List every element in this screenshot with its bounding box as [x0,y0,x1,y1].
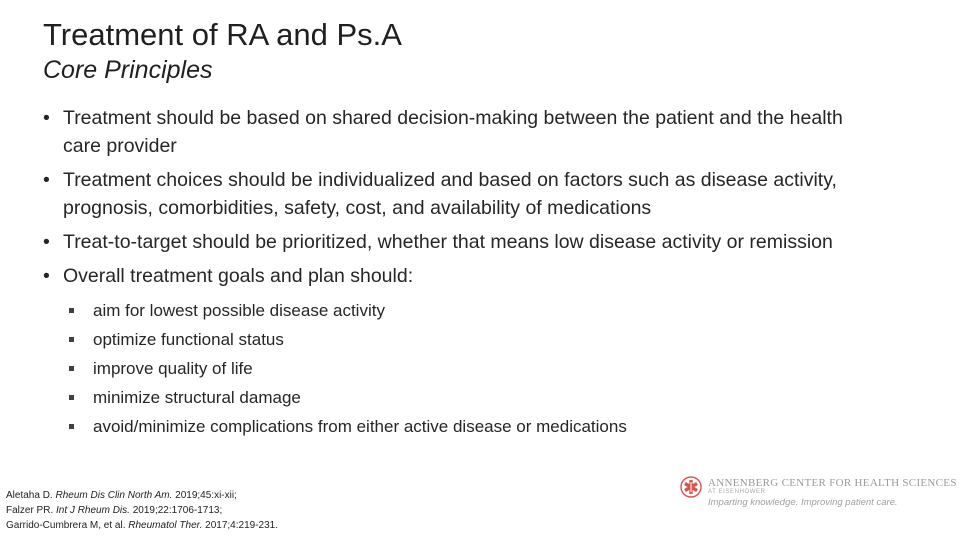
slide-title: Treatment of RA and Ps.A [43,17,402,52]
bullet-item [43,104,863,160]
bullet-item [43,228,863,256]
reference-authors: Garrido-Cumbrera M, et al. [6,520,129,531]
bullet-text: Treatment should be based on shared decision-making between the patient and the health care provider [63,107,843,157]
sub-bullet-text: minimize structural damage [93,388,301,407]
bullet-item [43,262,863,441]
bullet-item [43,166,863,222]
sub-bullet-list [63,296,863,441]
sub-bullet-item [69,325,863,354]
bullet-marker: • [43,231,50,253]
reference-citation: 2019;45:xi-xii; [172,490,237,501]
sub-bullet-item [69,296,863,325]
square-bullet-icon [69,395,74,400]
bullet-list [43,104,863,447]
reference-journal: Rheumatol Ther. [128,520,203,531]
bullet-marker: • [43,169,50,191]
bullet-text: Treat-to-target should be prioritized, whether that means low disease activity or remission [63,231,833,253]
reference-authors: Aletaha D. [6,490,56,501]
annenberg-logo [680,474,957,514]
sub-bullet-text: optimize functional status [93,330,284,349]
square-bullet-icon [69,337,74,342]
sub-bullet-item [69,354,863,383]
medical-star-of-life-icon [680,476,702,498]
sub-bullet-text: avoid/minimize complications from either active disease or medications [93,417,627,436]
logo-tagline: Imparting knowledge. Improving patient care. [708,497,898,508]
slide-subtitle: Core Principles [43,56,213,84]
bullet-text: Treatment choices should be individualized and based on factors such as disease activity, prognosis, comorbidities, safety, cost, and availability of medications [63,169,837,219]
reference-line [6,488,566,503]
reference-line [6,518,566,533]
logo-name: ANNENBERG CENTER FOR HEALTH SCIENCES [708,477,957,489]
square-bullet-icon [69,308,74,313]
sub-bullet-text: aim for lowest possible disease activity [93,301,385,320]
sub-bullet-item [69,412,863,441]
square-bullet-icon [69,424,74,429]
logo-subname: AT EISENHOWER [708,489,766,495]
reference-authors: Falzer PR. [6,505,57,516]
sub-bullet-text: improve quality of life [93,359,253,378]
reference-line [6,503,566,518]
bullet-marker: • [43,265,50,287]
bullet-marker: • [43,107,50,129]
reference-journal: Rheum Dis Clin North Am. [55,490,173,501]
reference-citation: 2019;22:1706-1713; [129,505,223,516]
references [6,488,566,533]
reference-citation: 2017;4:219-231. [202,520,278,531]
square-bullet-icon [69,366,74,371]
reference-journal: Int J Rheum Dis. [56,505,130,516]
sub-bullet-item [69,383,863,412]
bullet-text: Overall treatment goals and plan should: [63,265,414,287]
